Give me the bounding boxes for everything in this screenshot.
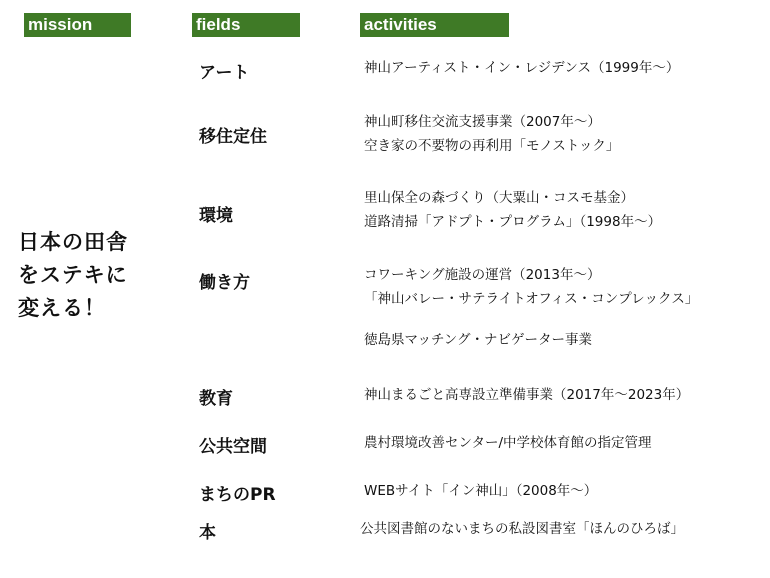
fields-header: fields	[192, 13, 300, 37]
activity-book: 公共図書館のないまちの私設図書室「ほんのひろば」	[360, 521, 684, 537]
mission-line: 日本の田舎	[18, 230, 128, 254]
activity-work: 徳島県マッチング・ナビゲーター事業	[364, 332, 593, 348]
activity-work: コワーキング施設の運営（2013年〜）	[364, 267, 601, 283]
mission-statement	[18, 226, 168, 325]
activity-environment: 里山保全の森づくり（大粟山・コスモ基金）	[364, 190, 634, 206]
activity-education: 神山まるごと高専設立準備事業（2017年〜2023年）	[364, 387, 690, 403]
field-art: アート	[199, 63, 250, 83]
field-education: 教育	[199, 389, 233, 409]
activity-work: 「神山バレー・サテライトオフィス・コンプレックス」	[364, 291, 699, 307]
activity-public-space: 農村環境改善センター/中学校体育館の指定管理	[364, 435, 652, 451]
mission-line: をステキに	[18, 263, 128, 287]
activity-environment: 道路清掃「アドプト・プログラム」（1998年〜）	[364, 214, 662, 230]
field-public-space: 公共空間	[199, 437, 267, 457]
mission-header: mission	[24, 13, 131, 37]
activity-migration: 神山町移住交流支援事業（2007年〜）	[364, 114, 601, 130]
field-environment: 環境	[199, 206, 233, 226]
field-book: 本	[199, 523, 216, 543]
field-pr: まちのPR	[199, 485, 276, 505]
activity-art: 神山アーティスト・イン・レジデンス（1999年〜）	[364, 60, 680, 76]
activity-pr: WEBサイト「イン神山」（2008年〜）	[364, 483, 598, 499]
field-work: 働き方	[199, 273, 250, 293]
field-migration: 移住定住	[199, 127, 267, 147]
mission-line: 変える！	[18, 296, 106, 320]
activities-header: activities	[360, 13, 509, 37]
activity-migration: 空き家の不要物の再利用「モノストック」	[364, 138, 620, 154]
